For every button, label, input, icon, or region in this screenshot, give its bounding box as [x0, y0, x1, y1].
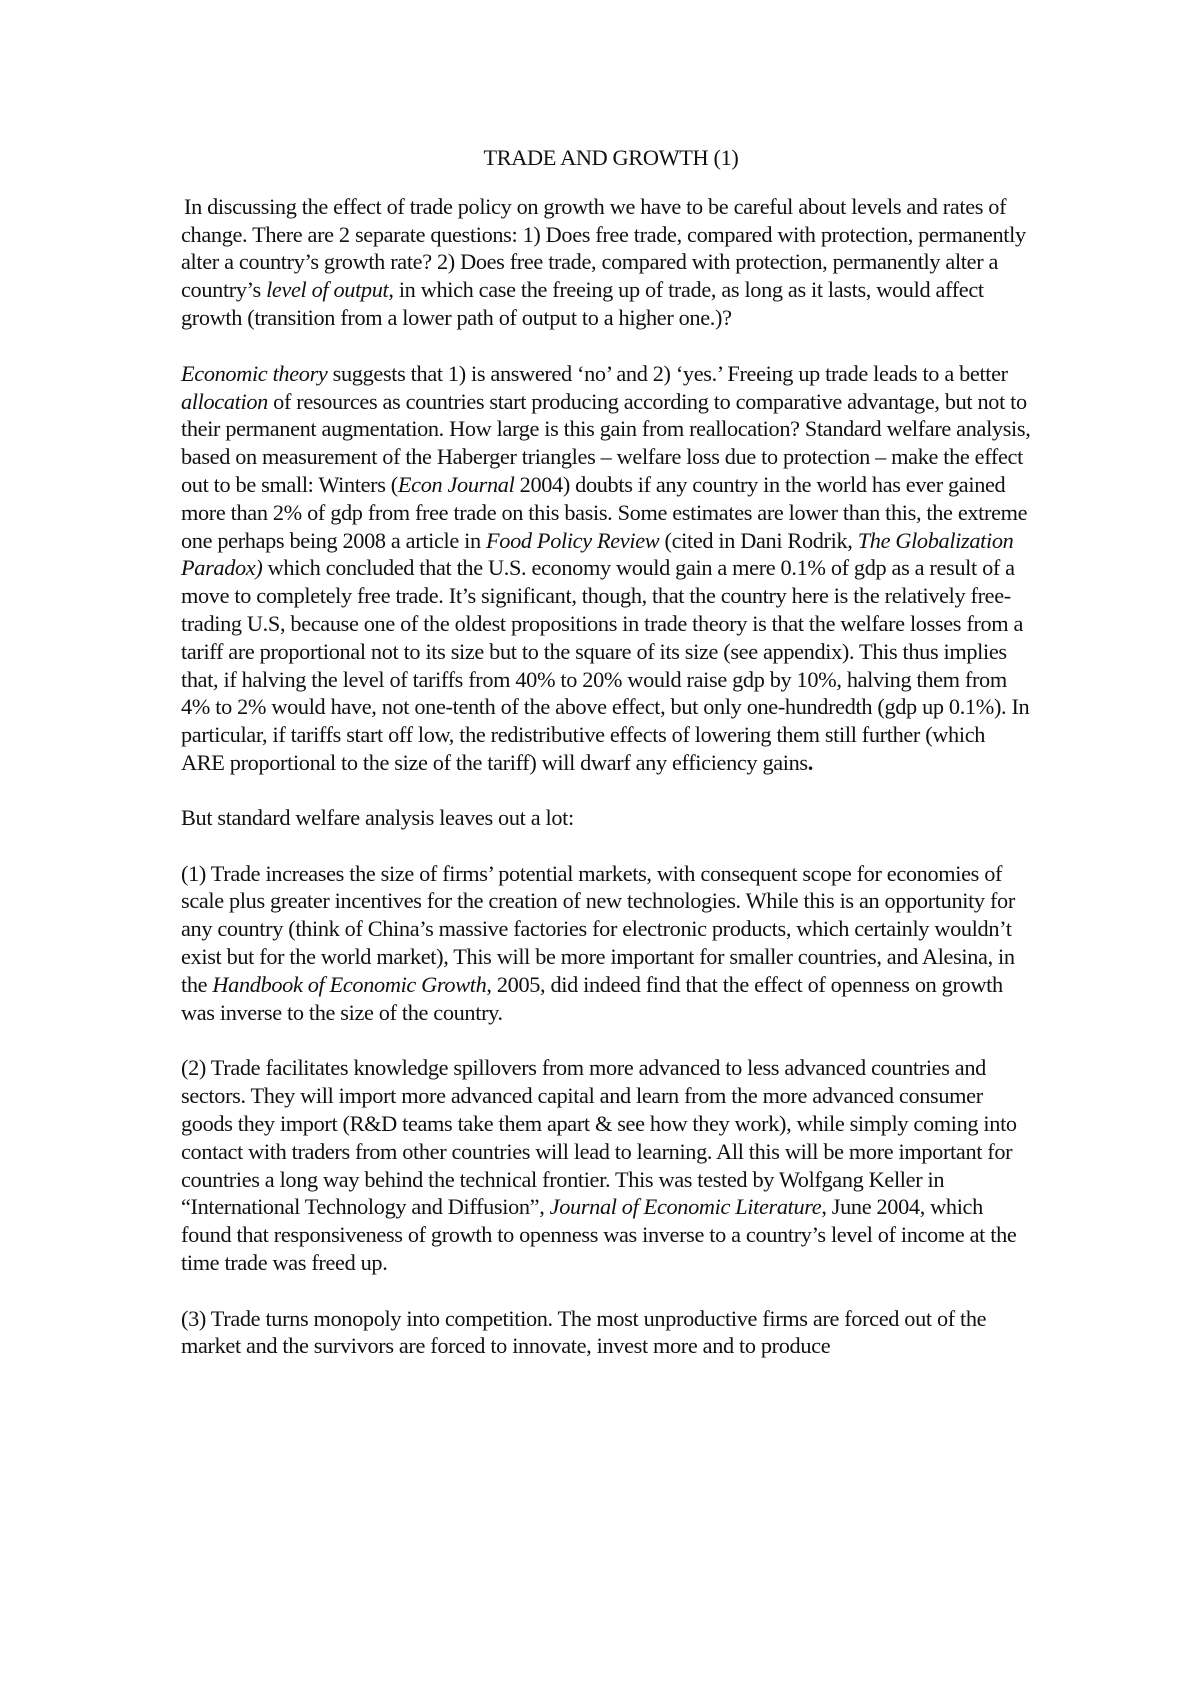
text-run: , June 2004, which found that responsiveness of growth to openness was inverse to a country’s level of income at the time trade was freed up. — [181, 1194, 1017, 1275]
paragraph-standard-welfare: But standard welfare analysis leaves out a lot: — [181, 804, 574, 830]
document-title: TRADE AND GROWTH (1) — [483, 145, 739, 170]
italic-run: Economic theory — [181, 360, 328, 386]
text-run: 2004) doubts if any country in the world has ever gained more than 2% of gdp from free trade on this basis. Some estimates are lower than this, the extreme one perhaps being 2008 a article in — [181, 471, 1028, 553]
paragraph-point-3: (3) Trade turns monopoly into competition. The most unproductive firms are forced out of the market and the survivors are forced to innovate, invest more and to produce — [181, 1305, 987, 1359]
text-run: (cited in Dani Rodrik, — [659, 527, 858, 553]
text-run: of resources as countries start producing according to comparative advantage, but not to their permanent augmentation. How large is this gain from reallocation? Standard welfare analysis, based on measurement of the Haberger triangles – welfare loss due to protection – make the effect out to be small: Winters ( — [181, 388, 1031, 497]
italic-run: allocation — [181, 388, 268, 414]
paragraph-economic-theory — [181, 360, 1031, 777]
bold-run: . — [807, 749, 813, 775]
paragraph-point-2 — [181, 1054, 1031, 1276]
italic-run: Handbook of Economic Growth — [212, 971, 487, 997]
italic-run: Food Policy Review — [486, 527, 660, 553]
italic-run: level of output — [266, 277, 389, 303]
text-run: which concluded that the U.S. economy would gain a mere 0.1% of gdp as a result of a move to completely free trade. It’s significant, though, that the country here is the relatively free-trading U.S, because one of the oldest propositions in trade theory is that the welfare losses from a tariff are proportional not to its size but to the square of its size (see appendix). This thus implies that, if halving the level of tariffs from 40% to 20% would raise gdp by 10%, halving them from 4% to 2% would have, not one-tenth of the above effect, but only one-hundredth (gdp up 0.1%). In particular, if tariffs start off low, the redistributive effects of lowering them still further (which ARE proportional to the size of the tariff) will dwarf any efficiency gains — [181, 555, 1030, 775]
document-body — [181, 144, 1031, 1388]
text-run: , 2005, did indeed find that the effect of openness on growth was inverse to the size of the country. — [181, 971, 1003, 1025]
text-run: (2) Trade facilitates knowledge spillovers from more advanced to less advanced countries and sectors. They will import more advanced capital and learn from the more advanced consumer goods they import (R&D teams take them apart & see how they work), while simply coming into contact with traders from other countries will lead to learning. All this will be more important for countries a long way behind the technical frontier. This was tested by Wolfgang Keller in “International Technology and Diffusion”, — [181, 1055, 1017, 1220]
paragraph-intro — [181, 193, 1031, 332]
text-run: In discussing the effect of trade policy on growth we have to be careful about levels and rates of change. There are 2 separate questions: 1) Does free trade, compared with protection, permanently alter a country’s growth rate? 2) Does free trade, compared with protection, permanently alter a country’s — [181, 193, 1026, 303]
text-run: , in which case the freeing up of trade, as long as it lasts, would affect growth (transition from a lower path of output to a higher one.)? — [181, 277, 984, 330]
italic-run: Journal of Economic Literature — [549, 1194, 822, 1220]
paragraph-point-1 — [181, 860, 1031, 1027]
italic-run: Econ Journal — [397, 471, 515, 497]
italic-run: The Globalization Paradox) — [181, 527, 1014, 581]
text-run: suggests that 1) is answered ‘no’ and 2) ‘yes.’ Freeing up trade leads to a better — [327, 360, 1008, 386]
text-run: (1) Trade increases the size of firms’ potential markets, with consequent scope for economies of scale plus greater incentives for the creation of new technologies. While this is an opportunity for any country (think of China’s massive factories for electronic products, which certainly wouldn’t exist but for the world market), This will be more important for smaller countries, and Alesina, in the — [181, 860, 1015, 997]
